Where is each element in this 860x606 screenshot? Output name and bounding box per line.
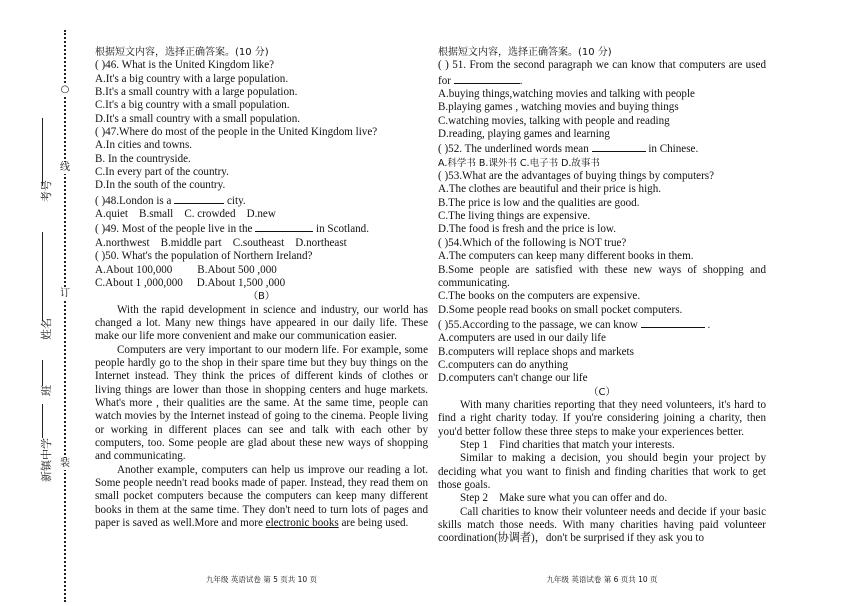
binding-circle-mark: ○	[58, 84, 72, 96]
instruction: 根据短文内容，选择正确答案。(10 分)	[438, 47, 612, 58]
answer-blank-48[interactable]	[174, 193, 224, 204]
exam-number-label: 考号	[40, 180, 53, 202]
binding-char-bind: 装	[60, 458, 70, 469]
option-47-d: D.In the south of the country.	[95, 179, 226, 192]
options-52: A.科学书 B.课外书 C.电子书 D.故事书	[438, 157, 600, 169]
question-52-text: ( )52. The underlined words mean	[438, 143, 589, 156]
option-51-a: A.buying things,watching movies and talking with people	[438, 88, 695, 101]
option-54-a: A.The computers can keep many different books in them.	[438, 250, 694, 263]
binding-char-order: 订	[60, 288, 70, 299]
answer-blank-49[interactable]	[255, 221, 313, 232]
page-6-footer: 九年级 英语试卷 第 6 页共 10 页	[546, 575, 658, 584]
question-50: ( )50. What's the population of Northern Ireland?	[95, 250, 313, 263]
option-51-b: B.playing games , watching movies and buying things	[438, 101, 679, 114]
option-46-a: A.It's a big country with a large population.	[95, 72, 289, 85]
passage-b-paragraph-3	[95, 464, 428, 531]
school-label: 新镇中学	[40, 438, 53, 482]
option-55-b: B.computers will replace shops and markets	[438, 345, 634, 358]
passage-c-paragraph-3: Call charities to know their volunteer needs and decide if your basic skills match those needs. With many charities having paid volunteer coordination(协调者)，don't be surprised if they ask you to	[438, 505, 766, 545]
question-48	[95, 193, 428, 208]
option-46-d: D.It's a small country with a small population.	[95, 112, 301, 125]
question-54: ( )54.Which of the following is NOT true?	[438, 236, 627, 249]
question-55-end: .	[707, 318, 711, 331]
question-51-end: .	[519, 74, 523, 87]
question-55	[438, 317, 766, 332]
option-55-a: A.computers are used in our daily life	[438, 332, 606, 345]
page-5-column	[95, 46, 428, 530]
question-49	[95, 221, 428, 236]
question-47: ( )47.Where do most of the people in the United Kingdom live?	[95, 126, 378, 139]
question-49-text: ( )49. Most of the people live in the	[95, 223, 253, 236]
question-51-text: ( ) 51. From the second paragraph we can know that computers are used for	[438, 59, 766, 87]
option-46-c: C.It's a big country with a small population.	[95, 99, 290, 112]
question-52-end: in Chinese.	[648, 143, 699, 156]
passage-b-paragraph-1: With the rapid development in science and industry, our world has changed a lot. Many new things have appeared in our daily life. These make our life more convenient and make our communication easier.	[95, 303, 428, 343]
option-54-c: C.The books on the computers are expensive.	[438, 290, 641, 303]
step-1: Step 1 Find charities that match your interests.	[460, 438, 675, 451]
step-2: Step 2 Make sure what you can offer and do.	[460, 492, 668, 505]
option-51-d: D.reading, playing games and learning	[438, 128, 610, 141]
question-51	[438, 59, 766, 88]
answer-blank-51[interactable]	[454, 73, 520, 84]
option-55-c: C.computers can do anything	[438, 358, 569, 371]
option-53-c: C.The living things are expensive.	[438, 210, 591, 223]
page-5-footer: 九年级 英语试卷 第 5 页共 10 页	[205, 575, 318, 584]
option-54-b: B.Some people are satisfied with these new ways of shopping and communicating.	[438, 263, 766, 289]
binding-char-line: 线	[60, 162, 70, 173]
option-53-d: D.The food is fresh and the price is low.	[438, 223, 616, 236]
answer-blank-52[interactable]	[592, 141, 646, 152]
answer-blank-55[interactable]	[641, 317, 705, 328]
binding-margin	[0, 0, 86, 606]
passage-b-paragraph-2: Computers are very important to our modern life. For example, some people hardly go to the shop in their spare time but they buy things on the Internet instead. They think the prices of different kinds of clothes or living things are lower than those in shopping centers and huge markets. What's more , their qualities are the same. At the same time, people can watch movies by the Internet instead of going to the cinema. People living or working in different places can see and talk with each other by computers, too. Some people are glad about these new ways of shopping and communicating.	[95, 343, 428, 463]
school-field[interactable]	[42, 404, 43, 438]
underlined-words: electronic books	[265, 517, 339, 530]
question-48-text: ( )48.London is a	[95, 194, 172, 207]
passage-c-paragraph-2: Similar to making a decision, you should begin your project by deciding what you want to finish and finding charities that work to get those goals.	[438, 452, 766, 491]
question-48-end: city.	[226, 194, 246, 207]
option-46-b: B.It's a small country with a large population.	[95, 86, 298, 99]
options-50-cd: C.About 1 ,000,000 D.About 1,500 ,000	[95, 276, 286, 289]
name-label: 姓名	[40, 318, 53, 340]
option-54-d: D.Some people read books on small pocket computers.	[438, 303, 683, 316]
passage-c-paragraph-1: With many charities reporting that they need volunteers, it's hard to find a right charity today. If you're considering joining a charity, then you'd better follow these three steps to make your experiences better.	[438, 398, 766, 438]
paragraph-3-end: are being used.	[341, 517, 409, 530]
option-51-c: C.watching movies, talking with people and reading	[438, 114, 670, 127]
class-field[interactable]	[42, 360, 43, 386]
option-53-a: A.The clothes are beautiful and their price is high.	[438, 183, 662, 196]
option-47-c: C.In every part of the country.	[95, 166, 229, 179]
section-b-title: （B）	[248, 291, 275, 303]
options-49: A.northwest B.middle part C.southeast D.northeast	[95, 236, 347, 249]
options-50-ab: A.About 100,000 B.About 500 ,000	[95, 263, 277, 276]
question-49-end: in Scotland.	[316, 223, 369, 236]
option-53-b: B.The price is low and the qualities are good.	[438, 196, 640, 209]
name-field[interactable]	[42, 232, 43, 320]
paragraph-3-text: Another example, computers can help us improve our reading a lot. Some people needn't read books made of paper. Instead, they read them on small pocket computers because the computers can keep many different books in them at the same time. They don't need to turn lots of pages and paper is saved as well.More and more	[95, 463, 428, 530]
section-c-title: （C）	[588, 386, 616, 398]
option-47-b: B. In the countryside.	[95, 152, 191, 165]
question-55-text: ( )55.According to the passage, we can know	[438, 318, 638, 331]
exam-number-field[interactable]	[42, 118, 43, 186]
question-53: ( )53.What are the advantages of buying things by computers?	[438, 170, 715, 183]
instruction: 根据短文内容，选择正确答案。(10 分)	[95, 47, 269, 58]
question-46: ( )46. What is the United Kingdom like?	[95, 59, 275, 72]
binding-dotted-line	[64, 30, 66, 602]
class-label: 班	[40, 385, 53, 396]
page-6-column	[438, 46, 766, 546]
option-55-d: D.computers can't change our life	[438, 372, 588, 385]
option-47-a: A.In cities and towns.	[95, 139, 193, 152]
options-48: A.quiet B.small C. crowded D.new	[95, 208, 276, 221]
question-52	[438, 141, 766, 156]
